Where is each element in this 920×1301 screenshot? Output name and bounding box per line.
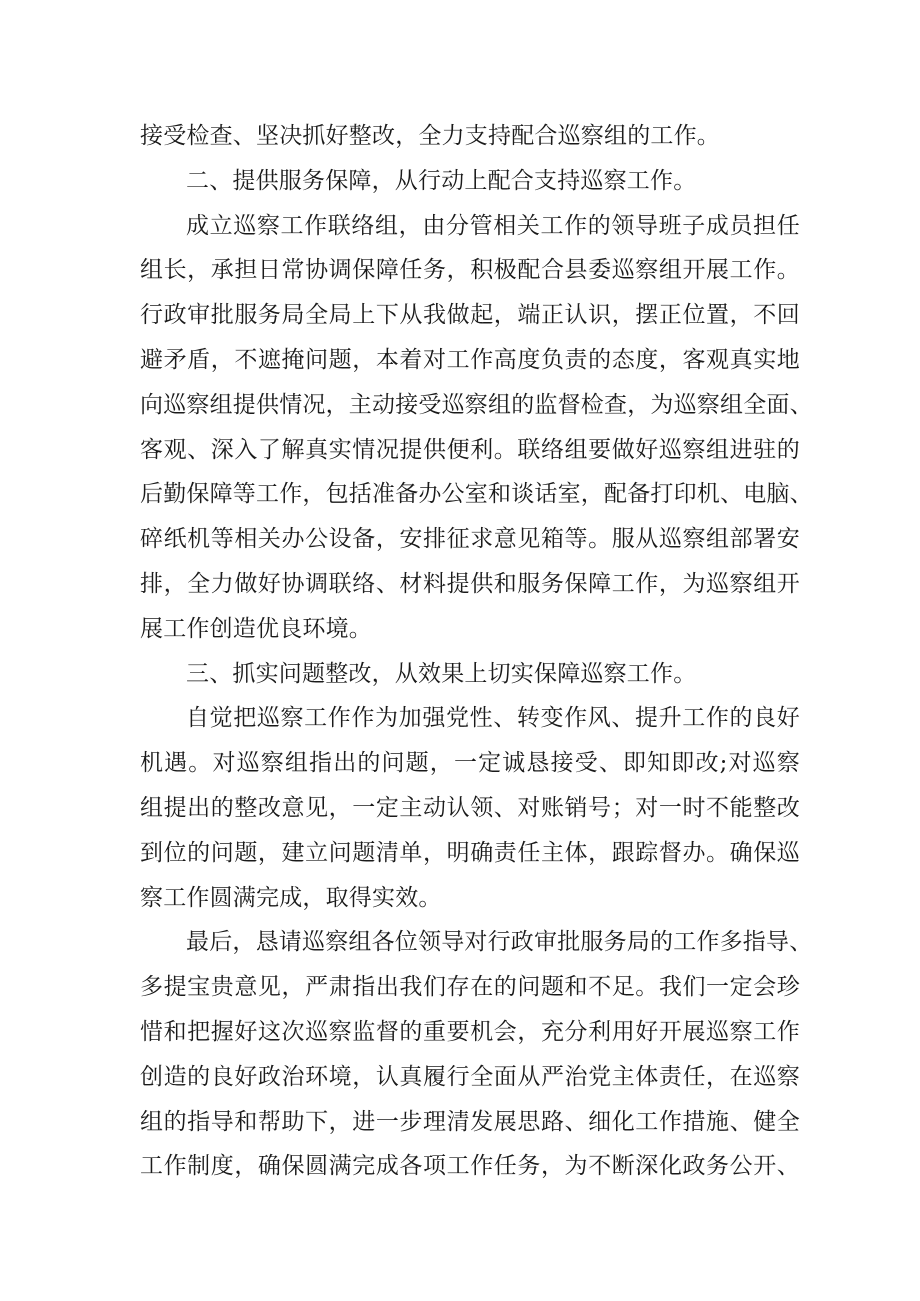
text-line: 成立巡察工作联络组，由分管相关工作的领导班子成员担任 <box>186 212 800 239</box>
text-line: 向巡察组提供情况，主动接受巡察组的监督检查，为巡察组全面、 <box>140 391 813 418</box>
text-line: 惜和把握好这次巡察监督的重要机会，充分利用好开展巡察工作 <box>140 1018 800 1045</box>
text-line: 自觉把巡察工作作为加强党性、转变作风、提升工作的良好 <box>186 705 800 732</box>
text-line: 后勤保障等工作，包括准备办公室和谈话室，配备打印机、电脑、 <box>140 481 813 508</box>
text-line: 排，全力做好协调联络、材料提供和服务保障工作，为巡察组开 <box>140 570 800 597</box>
text-line: 工作制度，确保圆满完成各项工作任务，为不断深化政务公开、 <box>140 1153 800 1180</box>
text-line: 多提宝贵意见，严肃指出我们存在的问题和不足。我们一定会珍 <box>140 974 800 1001</box>
text-line: 察工作圆满完成，取得实效。 <box>140 884 442 911</box>
text-line: 到位的问题，建立问题清单，明确责任主体，跟踪督办。确保巡 <box>140 839 800 866</box>
text-line: 行政审批服务局全局上下从我做起，端正认识，摆正位置，不回 <box>140 302 800 329</box>
text-line: 展工作创造优良环境。 <box>140 615 372 642</box>
text-line: 碎纸机等相关办公设备，安排征求意见箱等。服从巡察组部署安 <box>140 526 800 553</box>
text-line: 组的指导和帮助下，进一步理清发展思路、细化工作措施、健全 <box>140 1108 800 1135</box>
text-line: 避矛盾，不遮掩问题，本着对工作高度负责的态度，客观真实地 <box>140 346 800 373</box>
text-line: 接受检查、坚决抓好整改，全力支持配合巡察组的工作。 <box>140 123 720 149</box>
text-line: 组长，承担日常协调保障任务，积极配合县委巡察组开展工作。 <box>140 257 800 284</box>
text-line: 组提出的整改意见，一定主动认领、对账销号；对一时不能整改 <box>140 794 800 821</box>
text-line: 二、提供服务保障，从行动上配合支持巡察工作。 <box>186 167 697 194</box>
text-line: 客观、深入了解真实情况提供便利。联络组要做好巡察组进驻的 <box>140 436 800 463</box>
text-line: 最后，恳请巡察组各位领导对行政审批服务局的工作多指导、 <box>186 929 813 956</box>
document-body <box>140 114 813 1189</box>
text-line: 创造的良好政治环境，认真履行全面从严治党主体责任，在巡察 <box>140 1063 800 1090</box>
text-line: 三、抓实问题整改，从效果上切实保障巡察工作。 <box>186 660 697 687</box>
text-line: 机遇。对巡察组指出的问题，一定诚恳接受、即知即改;对巡察 <box>140 750 800 777</box>
